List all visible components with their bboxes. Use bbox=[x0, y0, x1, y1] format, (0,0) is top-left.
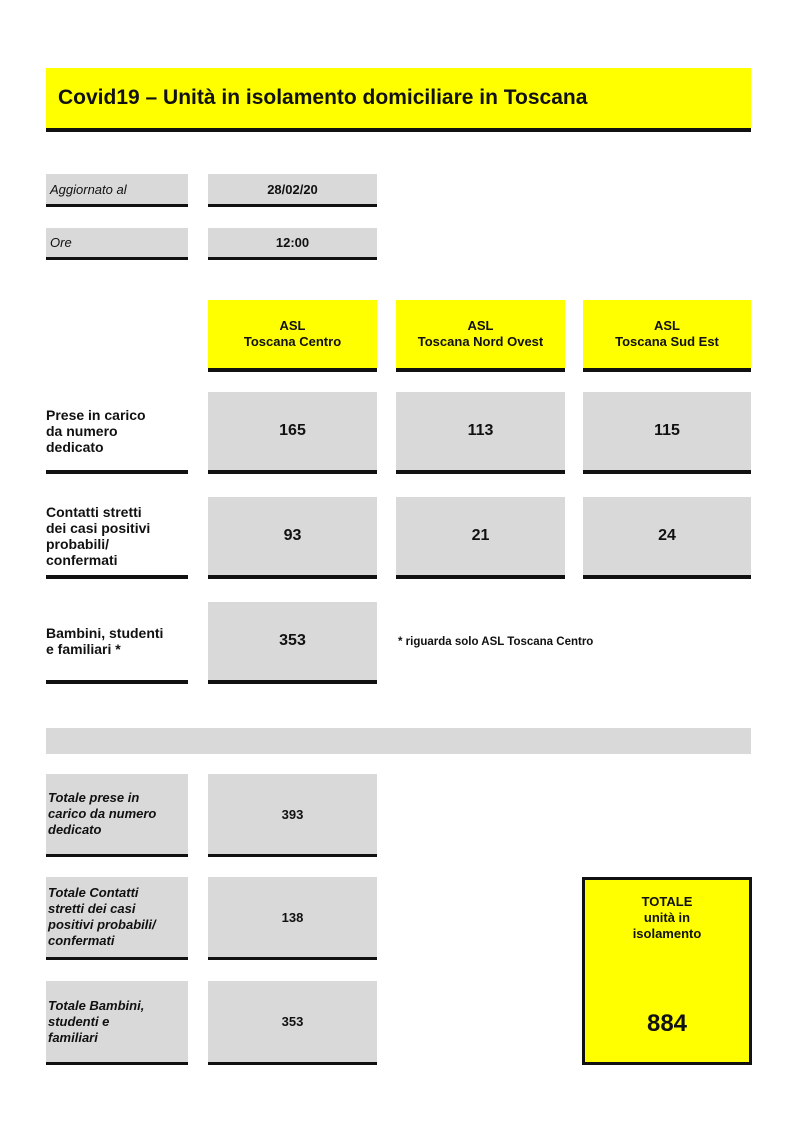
row-label-line: probabili/ bbox=[46, 536, 109, 552]
row-label-line: Bambini, studenti bbox=[46, 625, 164, 641]
cell-prese-sud-est: 115 bbox=[583, 392, 751, 474]
total-label-line: positivi probabili/ bbox=[48, 917, 156, 932]
total-label-line: studenti e bbox=[48, 1013, 110, 1029]
row-label-line: Prese in carico bbox=[46, 407, 146, 423]
total-label-line: carico da numero bbox=[48, 806, 157, 821]
row-label-prese-in-carico bbox=[46, 392, 188, 474]
grand-total-label-line: isolamento bbox=[632, 926, 702, 941]
updated-label: Aggiornato al bbox=[46, 174, 188, 207]
column-header-line1: ASL bbox=[279, 318, 306, 333]
updated-date: 28/02/20 bbox=[208, 174, 377, 207]
row-label-line: dei casi positivi bbox=[46, 520, 151, 536]
cell-bambini-centro: 353 bbox=[208, 602, 377, 684]
column-header-asl-nord-ovest bbox=[396, 300, 565, 372]
column-header-line2: Toscana Sud Est bbox=[615, 334, 719, 349]
footnote: * riguarda solo ASL Toscana Centro bbox=[398, 636, 594, 648]
column-header-line1: ASL bbox=[467, 318, 494, 333]
column-header-line2: Toscana Nord Ovest bbox=[417, 334, 544, 349]
grand-total-box bbox=[582, 877, 752, 1065]
cell-contatti-centro: 93 bbox=[208, 497, 377, 579]
row-label-line: confermati bbox=[46, 552, 118, 568]
cell-prese-centro: 165 bbox=[208, 392, 377, 474]
row-label-contatti-stretti bbox=[46, 497, 188, 579]
cell-contatti-sud-est: 24 bbox=[583, 497, 751, 579]
grand-total-label-line: TOTALE bbox=[641, 894, 693, 909]
total-label-line: Totale Bambini, bbox=[48, 997, 145, 1013]
total-label-line: familiari bbox=[48, 1029, 98, 1045]
column-header-asl-sud-est bbox=[583, 300, 751, 372]
total-label-line: dedicato bbox=[48, 822, 102, 837]
column-header-line2: Toscana Centro bbox=[243, 334, 342, 349]
column-header-line1: ASL bbox=[654, 318, 680, 333]
grand-total-label bbox=[585, 894, 749, 942]
grand-total-value: 884 bbox=[646, 1010, 688, 1037]
total-value-contatti: 138 bbox=[208, 877, 377, 960]
cell-prese-nord-ovest: 113 bbox=[396, 392, 565, 474]
row-label-line: Contatti stretti bbox=[46, 504, 142, 520]
total-label-prese bbox=[46, 774, 188, 857]
row-label-line: dedicato bbox=[46, 439, 104, 455]
page-title: Covid19 – Unità in isolamento domiciliare in Toscana bbox=[46, 68, 751, 132]
total-label-line: stretti dei casi bbox=[48, 901, 136, 916]
row-label-line: e familiari * bbox=[46, 641, 121, 657]
row-label-line: da numero bbox=[46, 423, 118, 439]
total-label-line: Totale prese in bbox=[48, 790, 140, 805]
total-label-line: confermati bbox=[48, 933, 115, 948]
column-header-asl-centro bbox=[208, 300, 377, 372]
total-label-contatti bbox=[46, 877, 188, 960]
section-divider bbox=[46, 728, 751, 754]
cell-contatti-nord-ovest: 21 bbox=[396, 497, 565, 579]
time-label: Ore bbox=[46, 228, 188, 260]
total-label-line: Totale Contatti bbox=[48, 885, 139, 900]
total-label-bambini bbox=[46, 981, 188, 1065]
grand-total-label-line: unità in bbox=[643, 910, 691, 925]
time-value: 12:00 bbox=[208, 228, 377, 260]
row-label-bambini bbox=[46, 602, 188, 684]
total-value-prese: 393 bbox=[208, 774, 377, 857]
total-value-bambini: 353 bbox=[208, 981, 377, 1065]
